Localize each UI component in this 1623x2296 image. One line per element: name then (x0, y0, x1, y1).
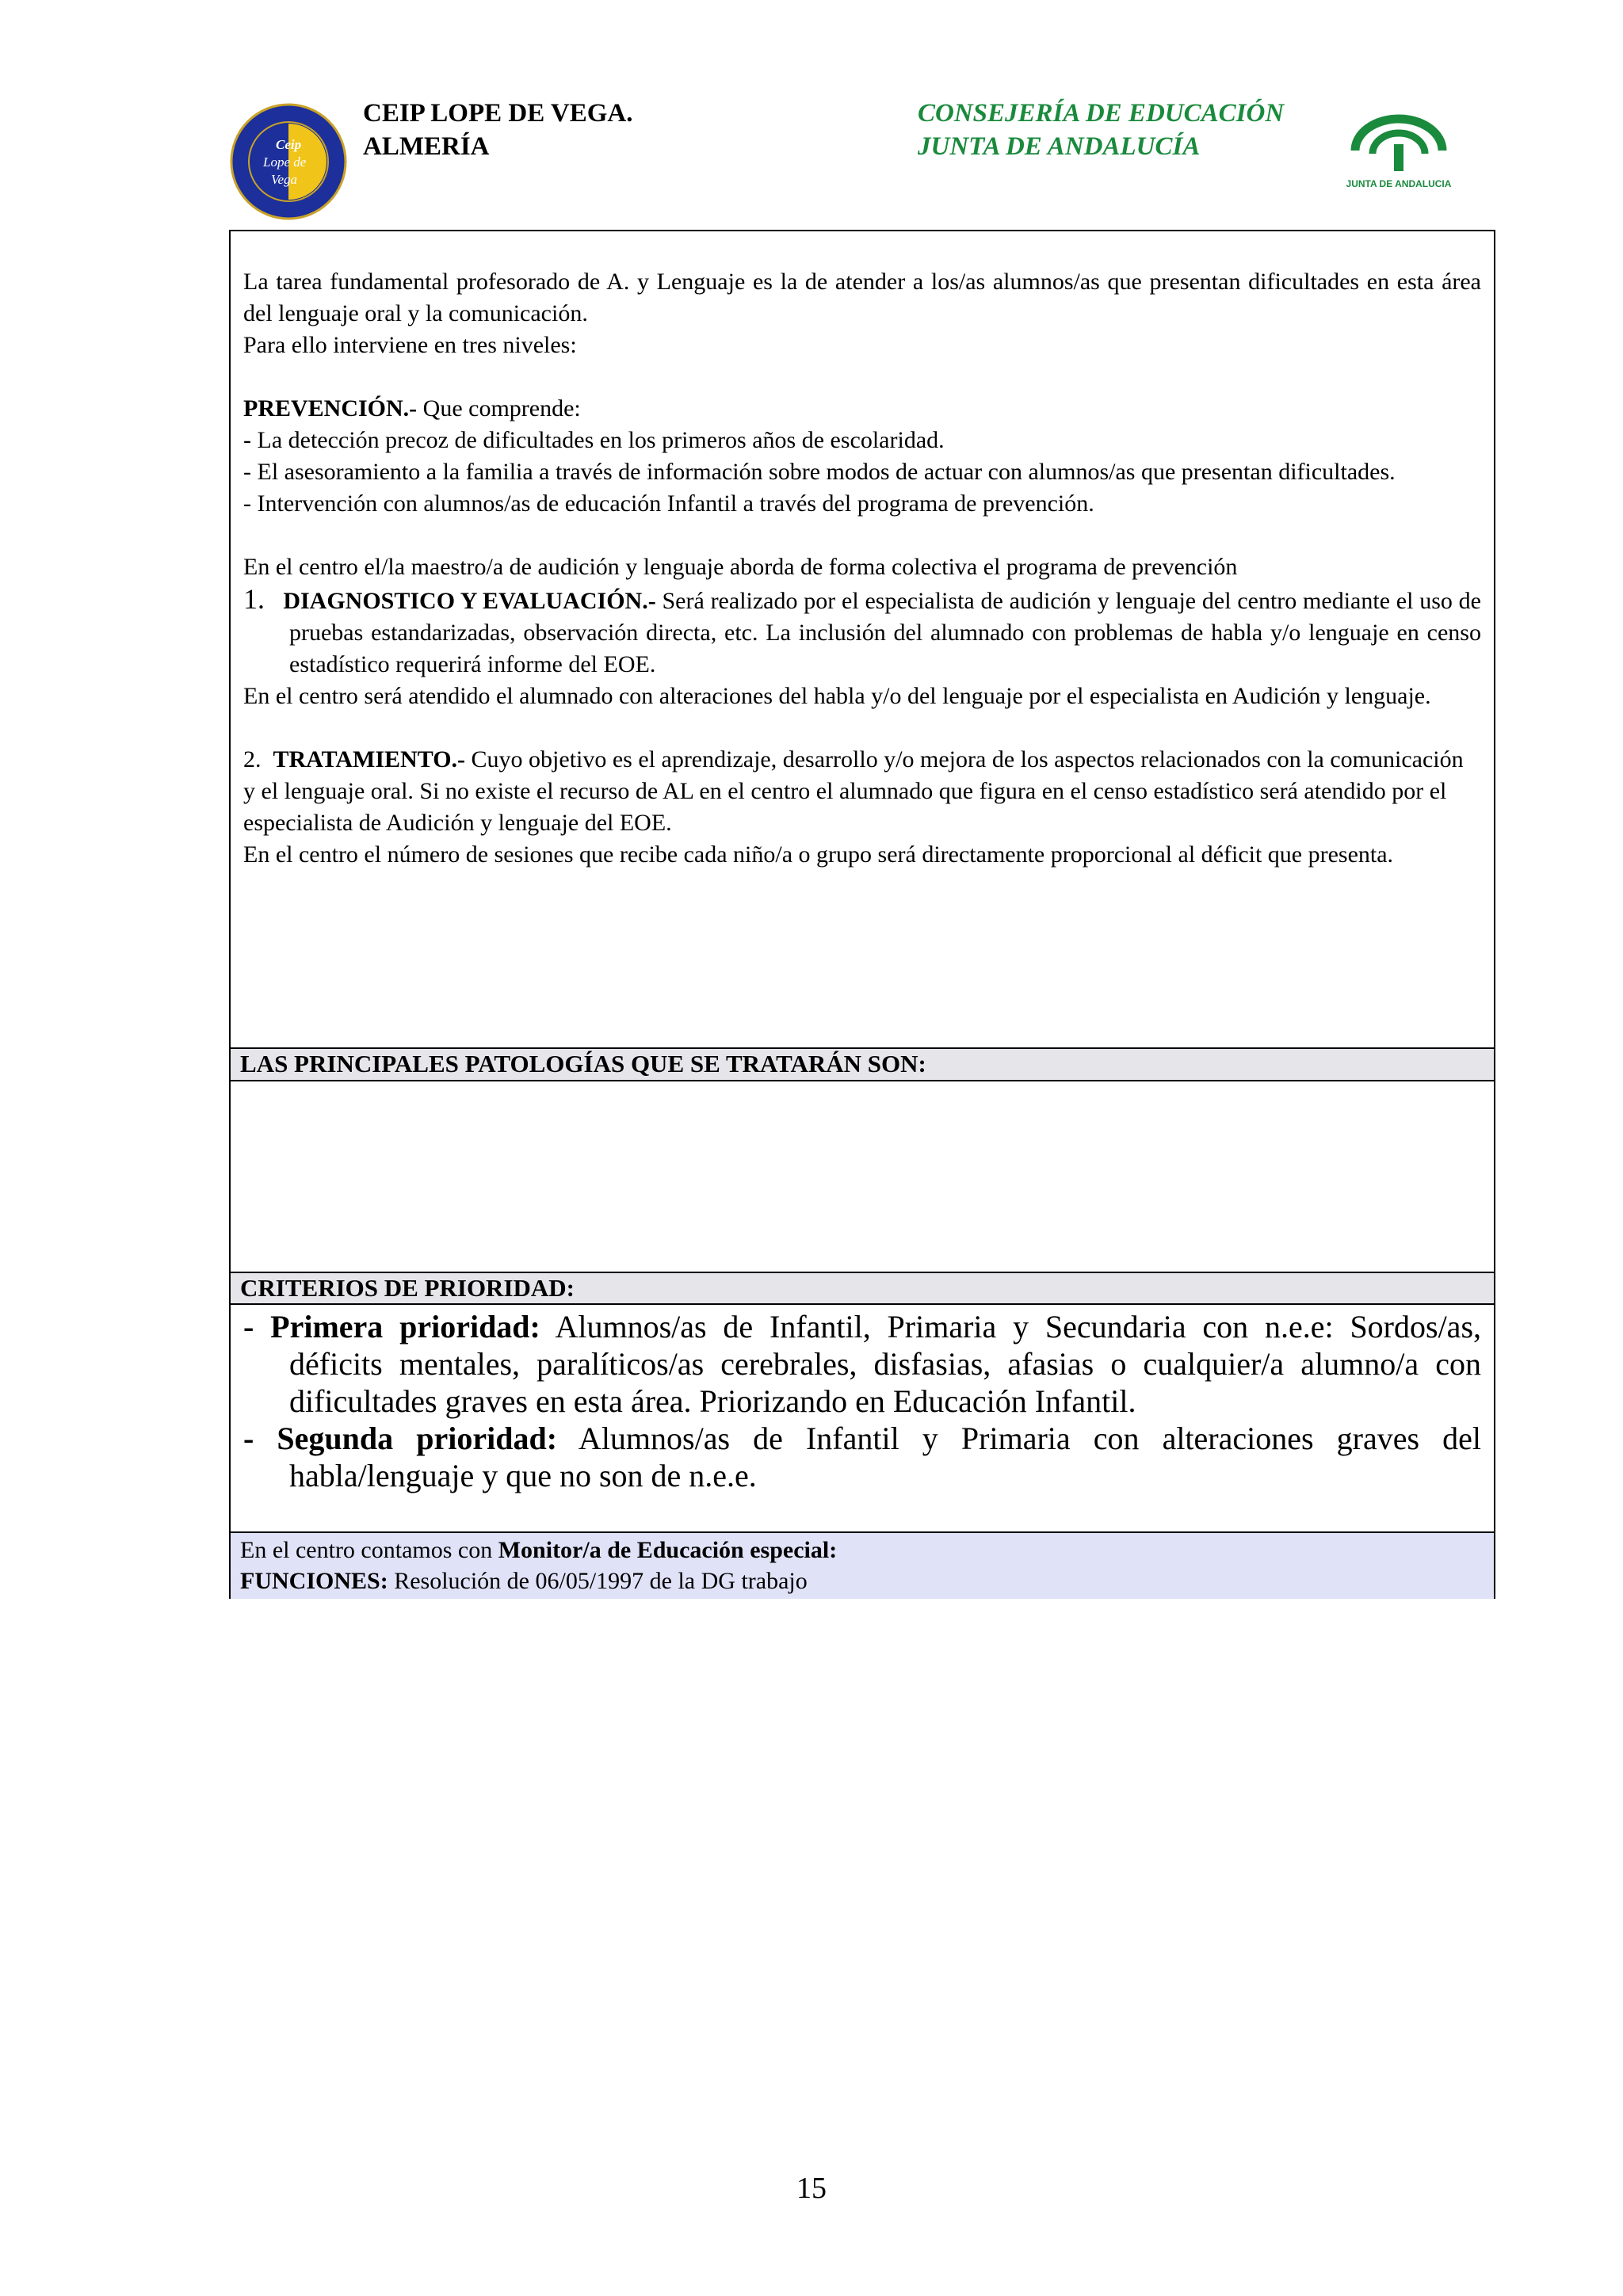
patologias-heading: LAS PRINCIPALES PATOLOGÍAS QUE SE TRATARÁN SON: (231, 1047, 1494, 1081)
tratamiento-item (243, 744, 1481, 839)
monitor-pre: En el centro contamos con (240, 1537, 498, 1563)
school-logo-word-3: Vega (271, 172, 298, 187)
diagnostico-text: Será realizado por el especialista de audición y lenguaje del centro mediante el uso de pruebas estandarizadas, observación directa, etc. La inclusión del alumnado con problemas de habla y/o lenguaje en censo estadístico requerirá informe del EOE. (289, 588, 1481, 677)
centro-sesiones: En el centro el número de sesiones que recibe cada niño/a o grupo será directamente proporcional al déficit que presenta. (243, 841, 1394, 868)
ministry-name (918, 97, 1284, 163)
school-name-line2: ALMERÍA (363, 132, 490, 161)
primera-prioridad-text: Alumnos/as de Infantil, Primaria y Secundaria con n.e.e: Sordos/as, déficits mentales, paralíticos/as cerebrales, disfasias, afasias o cualquier/a alumno/a con dificultades graves en esta área. Priorizando en Educación Infantil. (289, 1309, 1482, 1419)
diagnostico-item (243, 583, 1481, 681)
centro-atendido: En el centro será atendido el alumnado con alteraciones del habla y/o del lenguaje por el especialista en Audición y lenguaje. (243, 683, 1431, 709)
primera-prioridad (243, 1308, 1481, 1420)
monitor-line (240, 1535, 1484, 1566)
page-number: 15 (796, 2172, 827, 2205)
tratamiento-title: TRATAMIENTO.- (273, 746, 466, 772)
prevencion-bullet-3: - Intervención con alumnos/as de educación Infantil a través del programa de prevención. (243, 490, 1094, 517)
school-logo-word-2: Lope de (263, 154, 307, 170)
segunda-prioridad-label: - Segunda prioridad: (243, 1421, 558, 1456)
primera-prioridad-label: - Primera prioridad: (243, 1309, 540, 1344)
tratamiento-number: 2. (243, 746, 262, 772)
prevencion-heading (243, 393, 1481, 425)
intro-paragraph-1: La tarea fundamental profesorado de A. y Lenguaje es la de atender a los/as alumnos/as que presentan dificultades en esta área del lenguaje oral y la comunicación. (243, 269, 1481, 326)
prevencion-bullet-2: - El asesoramiento a la familia a través de información sobre modos de actuar con alumnos/as que presentan dificultades. (243, 459, 1396, 485)
ministry-line1: CONSEJERÍA DE EDUCACIÓN (918, 99, 1285, 128)
segunda-prioridad (243, 1420, 1481, 1494)
criterios-section (231, 1305, 1494, 1533)
school-logo (230, 103, 347, 220)
criterios-heading: CRITERIOS DE PRIORIDAD: (231, 1272, 1494, 1305)
intro-paragraph-2: Para ello interviene en tres niveles: (243, 332, 577, 358)
junta-logo-text: JUNTA DE ANDALUCIA (1346, 178, 1452, 189)
prevencion-title: PREVENCIÓN.- (243, 395, 418, 421)
prevencion-bullet-1: - La detección precoz de dificultades en los primeros años de escolaridad. (243, 427, 945, 453)
monitor-bold: Monitor/a de Educación especial: (498, 1537, 838, 1563)
patologias-content (231, 1081, 1494, 1272)
funciones-label: FUNCIONES: (240, 1568, 388, 1594)
centro-prevencion: En el centro el/la maestro/a de audición y lenguaje aborda de forma colectiva el programa de prevención (243, 554, 1238, 580)
content-box (229, 230, 1495, 1599)
junta-andalucia-logo (1339, 105, 1458, 192)
prevencion-text: Que comprende: (417, 395, 581, 421)
school-logo-word-1: Ceip (276, 137, 302, 152)
ministry-line2: JUNTA DE ANDALUCÍA (918, 132, 1201, 161)
funciones-text: Resolución de 06/05/1997 de la DG trabajo (388, 1568, 808, 1594)
school-name-line1: CEIP LOPE DE VEGA. (363, 99, 633, 128)
funciones-line (240, 1566, 1484, 1596)
diagnostico-title: DIAGNOSTICO Y EVALUACIÓN.- (283, 588, 656, 614)
intro-section (231, 231, 1494, 1047)
school-name (363, 97, 632, 163)
monitor-section (231, 1533, 1494, 1599)
page-header (230, 93, 1482, 220)
tratamiento-text: Cuyo objetivo es el aprendizaje, desarrollo y/o mejora de los aspectos relacionados con la comunicación y el lenguaje oral. Si no existe el recurso de AL en el centro el alumnado que figura en el censo estadístico será atendido por el especialista de Audición y lenguaje del EOE. (243, 746, 1464, 836)
diagnostico-number: 1. (243, 583, 265, 615)
segunda-prioridad-text: Alumnos/as de Infantil y Primaria con alteraciones graves del habla/lenguaje y que no son de n.e.e. (289, 1421, 1482, 1493)
